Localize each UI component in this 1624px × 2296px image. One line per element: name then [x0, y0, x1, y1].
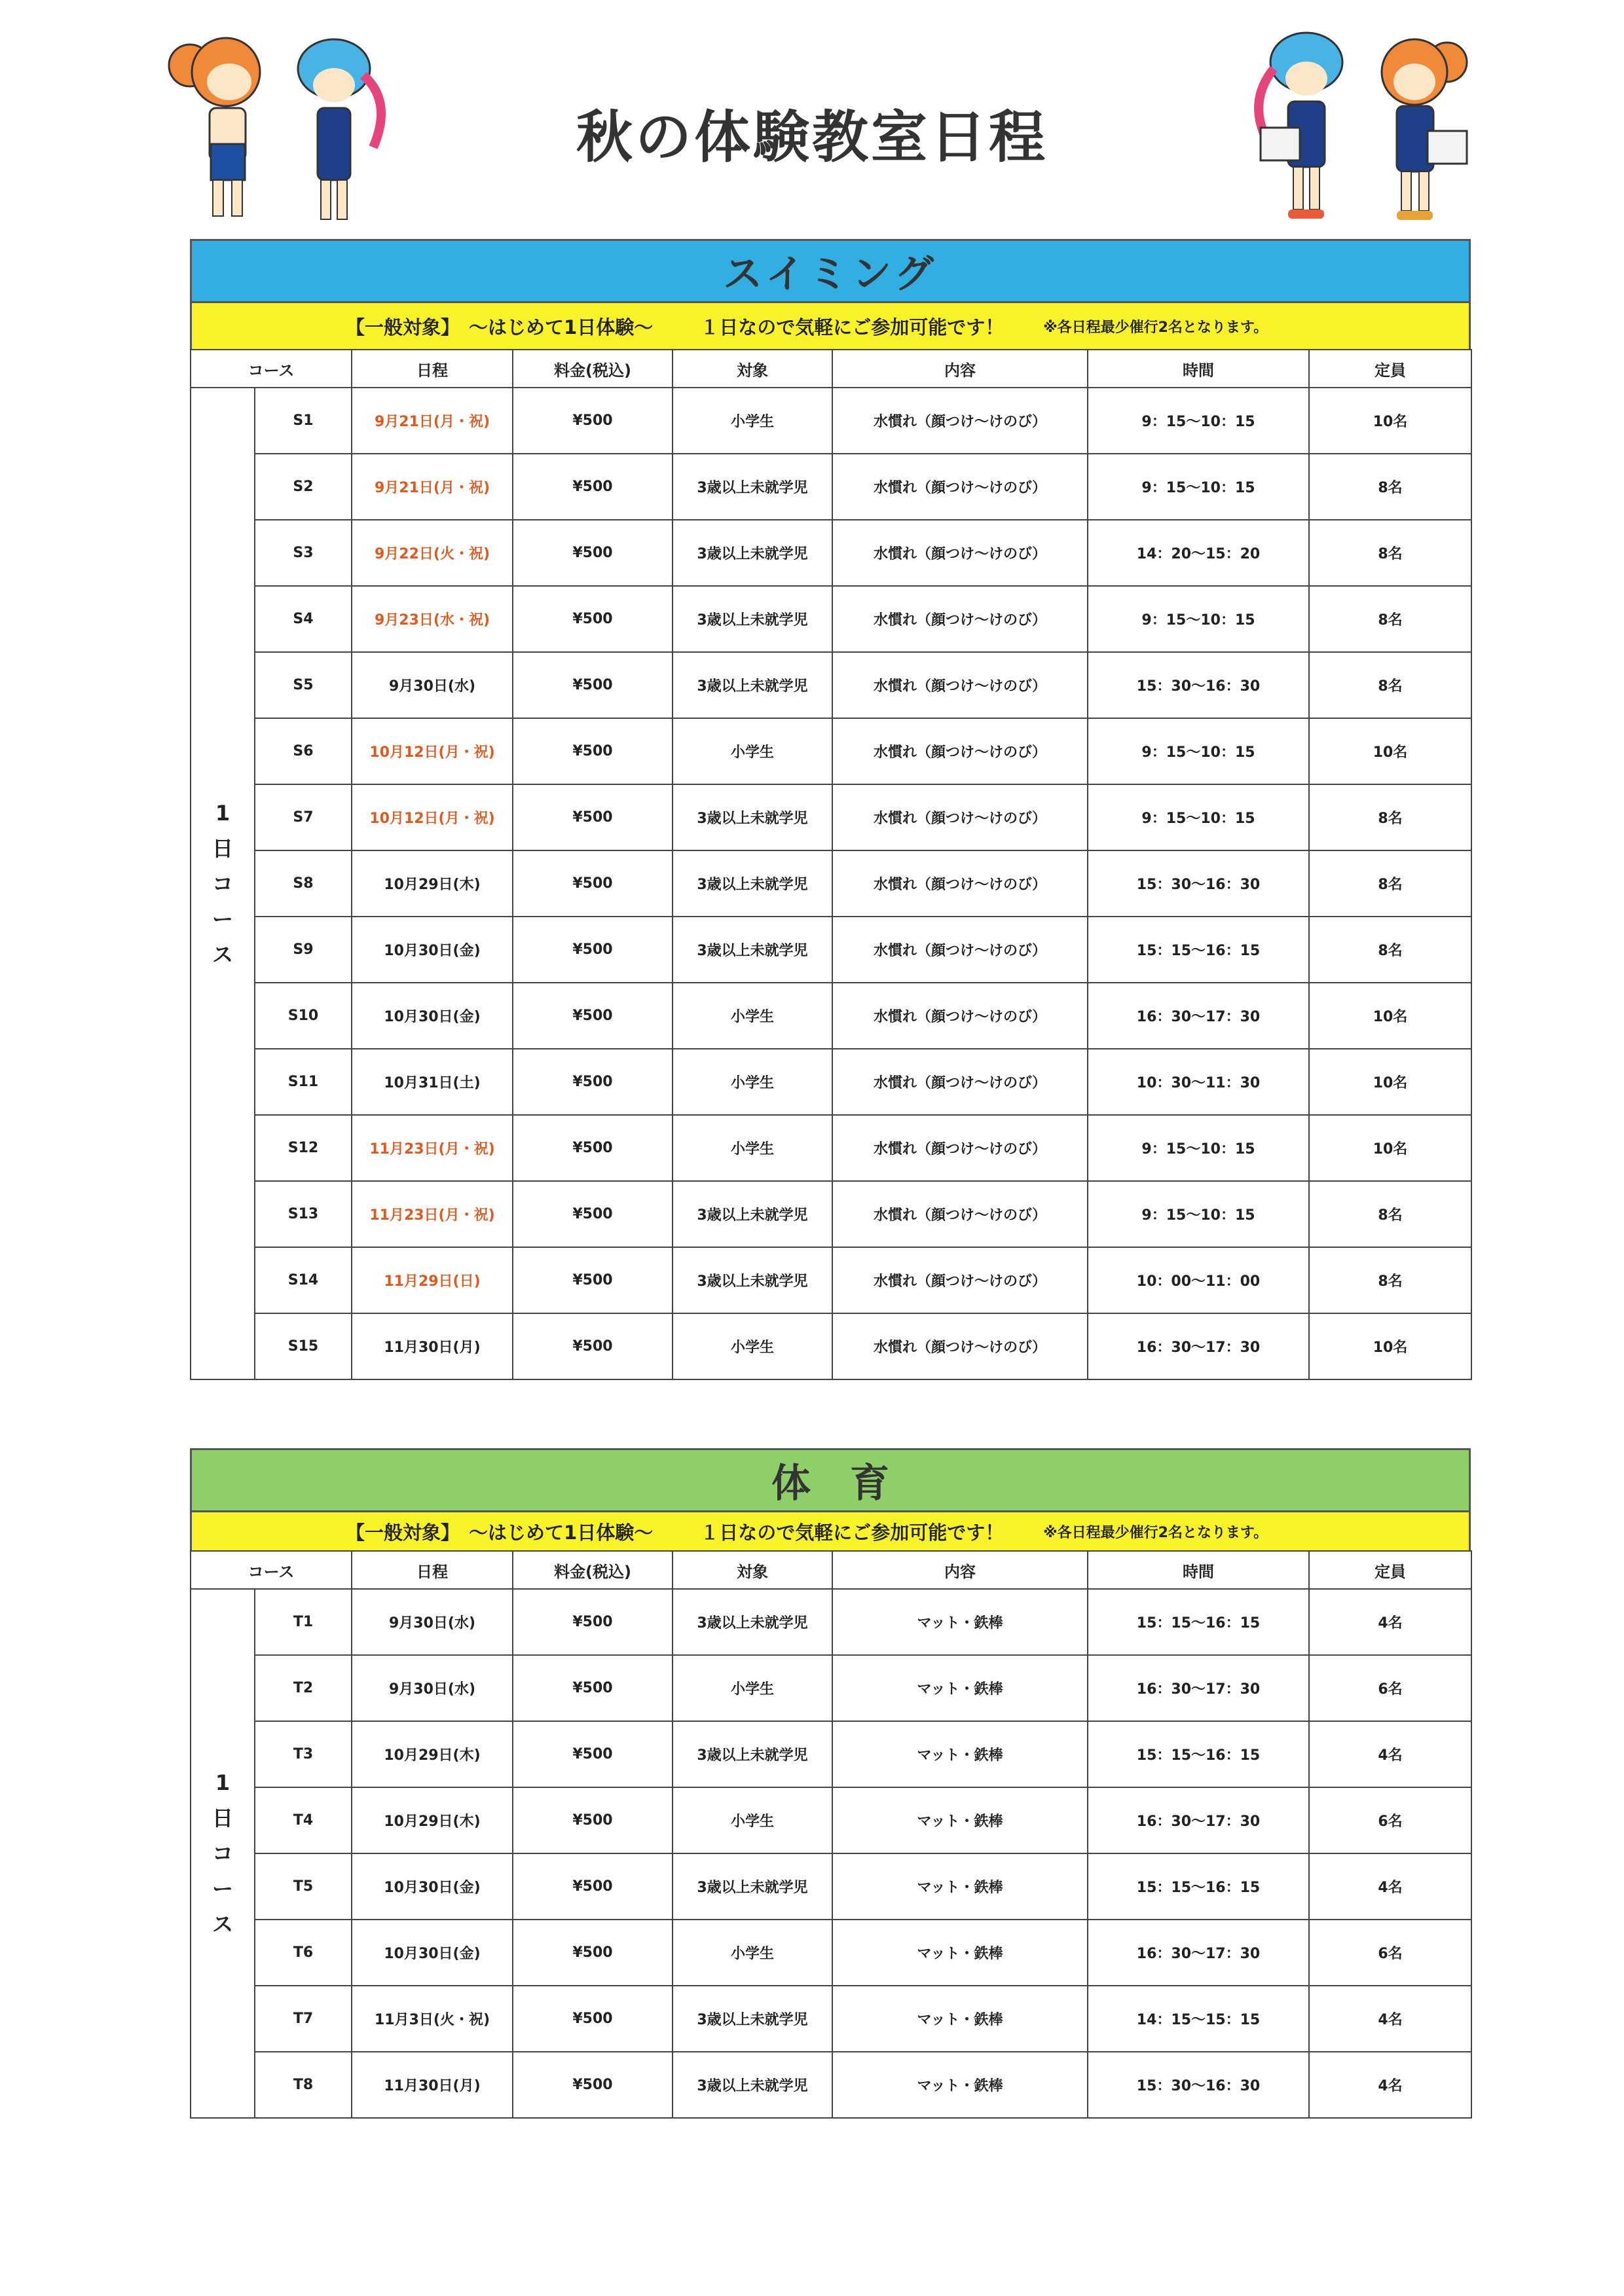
course-target: 小学生 — [673, 388, 832, 454]
notice-easy: １日なので気軽にご参加可能です！ — [700, 1521, 1005, 1544]
course-type-char: 1 — [215, 800, 231, 826]
column-header: 内容 — [832, 350, 1088, 388]
course-fee: ¥500 — [513, 850, 673, 917]
course-time: 15：30～16：30 — [1088, 2052, 1309, 2118]
course-date: 11月3日(火・祝) — [352, 1986, 513, 2052]
swimming-heading: スイミング — [190, 239, 1471, 303]
course-fee: ¥500 — [513, 1115, 673, 1181]
course-content: マット・鉄棒 — [832, 1721, 1088, 1787]
course-capacity: 10名 — [1309, 1313, 1471, 1379]
notice-min: ※各日程最少催行2名となります。 — [1043, 1524, 1268, 1541]
course-code: S15 — [255, 1313, 352, 1379]
course-content: マット・鉄棒 — [832, 2052, 1088, 2118]
column-header: 内容 — [832, 1551, 1088, 1589]
course-type-char: コ — [212, 871, 233, 896]
course-target: 小学生 — [673, 1115, 832, 1181]
notice-min: ※各日程最少催行2名となります。 — [1043, 319, 1268, 336]
course-content: 水慣れ（顔つけ～けのび） — [832, 1313, 1088, 1379]
course-content: 水慣れ（顔つけ～けのび） — [832, 520, 1088, 586]
table-row — [191, 586, 1471, 652]
course-capacity: 4名 — [1309, 2052, 1471, 2118]
course-time: 9：15～10：15 — [1088, 586, 1309, 652]
course-code: S1 — [255, 388, 352, 454]
column-header: コース — [191, 350, 352, 388]
course-time: 16：30～17：30 — [1088, 983, 1309, 1049]
course-capacity: 8名 — [1309, 454, 1471, 520]
column-header: 定員 — [1309, 1551, 1471, 1589]
table-row — [191, 1655, 1471, 1721]
gym-table — [190, 1550, 1472, 2119]
course-target: 3歳以上未就学児 — [673, 1986, 832, 2052]
course-target: 小学生 — [673, 1787, 832, 1853]
course-fee: ¥500 — [513, 784, 673, 850]
course-target: 3歳以上未就学児 — [673, 1247, 832, 1313]
course-code: S10 — [255, 983, 352, 1049]
course-code: S7 — [255, 784, 352, 850]
table-header-row — [191, 1551, 1471, 1589]
gym-section — [190, 1448, 1471, 2119]
course-target: 3歳以上未就学児 — [673, 784, 832, 850]
course-capacity: 10名 — [1309, 388, 1471, 454]
notice-first: ～はじめて1日体験～ — [469, 1521, 654, 1544]
course-date: 10月30日(金) — [352, 1920, 513, 1986]
course-type-char: ー — [212, 1876, 233, 1901]
course-capacity: 6名 — [1309, 1655, 1471, 1721]
course-time: 16：30～17：30 — [1088, 1313, 1309, 1379]
course-target: 小学生 — [673, 718, 832, 784]
course-fee: ¥500 — [513, 1787, 673, 1853]
table-row — [191, 917, 1471, 983]
course-code: T4 — [255, 1787, 352, 1853]
course-date: 11月29日(日) — [352, 1247, 513, 1313]
gym-notice — [190, 1512, 1471, 1550]
course-code: S9 — [255, 917, 352, 983]
course-fee: ¥500 — [513, 1181, 673, 1247]
course-fee: ¥500 — [513, 652, 673, 718]
course-date: 10月30日(金) — [352, 983, 513, 1049]
course-capacity: 8名 — [1309, 784, 1471, 850]
course-fee: ¥500 — [513, 586, 673, 652]
course-fee: ¥500 — [513, 1313, 673, 1379]
course-time: 9：15～10：15 — [1088, 1181, 1309, 1247]
course-content: 水慣れ（顔つけ～けのび） — [832, 1049, 1088, 1115]
course-target: 3歳以上未就学児 — [673, 1853, 832, 1920]
course-time: 9：15～10：15 — [1088, 784, 1309, 850]
course-code: S3 — [255, 520, 352, 586]
course-content: 水慣れ（顔つけ～けのび） — [832, 586, 1088, 652]
course-date: 10月29日(木) — [352, 850, 513, 917]
course-target: 小学生 — [673, 1920, 832, 1986]
table-header-row — [191, 350, 1471, 388]
course-date: 10月29日(木) — [352, 1787, 513, 1853]
course-type-label — [191, 1589, 255, 2118]
course-capacity: 10名 — [1309, 718, 1471, 784]
course-content: 水慣れ（顔つけ～けのび） — [832, 983, 1088, 1049]
table-row — [191, 1589, 1471, 1655]
course-target: 3歳以上未就学児 — [673, 850, 832, 917]
column-header: 料金(税込) — [513, 350, 673, 388]
course-capacity: 10名 — [1309, 1115, 1471, 1181]
gym-table-header — [191, 1551, 1471, 1589]
swimming-table-body — [191, 388, 1471, 1379]
course-code: T3 — [255, 1721, 352, 1787]
course-type-char: 日 — [212, 1806, 233, 1831]
course-code: S11 — [255, 1049, 352, 1115]
course-time: 14：15～15：15 — [1088, 1986, 1309, 2052]
table-row — [191, 1920, 1471, 1986]
course-time: 9：15～10：15 — [1088, 454, 1309, 520]
course-capacity: 4名 — [1309, 1853, 1471, 1920]
course-target: 小学生 — [673, 983, 832, 1049]
table-row — [191, 652, 1471, 718]
column-header: 時間 — [1088, 1551, 1309, 1589]
course-capacity: 8名 — [1309, 850, 1471, 917]
course-capacity: 10名 — [1309, 983, 1471, 1049]
swimming-section — [190, 239, 1471, 1380]
course-code: S12 — [255, 1115, 352, 1181]
course-time: 15：30～16：30 — [1088, 850, 1309, 917]
table-row — [191, 1313, 1471, 1379]
course-type-char: ス — [212, 1912, 233, 1937]
course-code: T8 — [255, 2052, 352, 2118]
course-target: 3歳以上未就学児 — [673, 454, 832, 520]
course-code: S2 — [255, 454, 352, 520]
course-target: 3歳以上未就学児 — [673, 1181, 832, 1247]
course-fee: ¥500 — [513, 983, 673, 1049]
course-code: S14 — [255, 1247, 352, 1313]
table-row — [191, 1787, 1471, 1853]
course-type-char: 日 — [212, 835, 233, 861]
course-code: S8 — [255, 850, 352, 917]
column-header: 時間 — [1088, 350, 1309, 388]
gym-table-body — [191, 1589, 1471, 2118]
course-target: 小学生 — [673, 1655, 832, 1721]
course-date: 9月30日(水) — [352, 1655, 513, 1721]
course-time: 10：30～11：30 — [1088, 1049, 1309, 1115]
course-date: 11月23日(月・祝) — [352, 1115, 513, 1181]
course-fee: ¥500 — [513, 1247, 673, 1313]
course-content: 水慣れ（顔つけ～けのび） — [832, 1181, 1088, 1247]
course-type-char: ス — [212, 941, 233, 967]
table-row — [191, 1721, 1471, 1787]
course-code: T1 — [255, 1589, 352, 1655]
course-capacity: 10名 — [1309, 1049, 1471, 1115]
course-fee: ¥500 — [513, 1589, 673, 1655]
course-date: 10月30日(金) — [352, 917, 513, 983]
course-time: 10：00～11：00 — [1088, 1247, 1309, 1313]
course-date: 11月30日(月) — [352, 2052, 513, 2118]
course-fee: ¥500 — [513, 2052, 673, 2118]
course-capacity: 8名 — [1309, 652, 1471, 718]
course-fee: ¥500 — [513, 1721, 673, 1787]
column-header: 料金(税込) — [513, 1551, 673, 1589]
course-date: 11月30日(月) — [352, 1313, 513, 1379]
course-code: T7 — [255, 1986, 352, 2052]
course-time: 15：15～16：15 — [1088, 1853, 1309, 1920]
course-capacity: 8名 — [1309, 917, 1471, 983]
course-fee: ¥500 — [513, 917, 673, 983]
course-type-char: ー — [212, 906, 233, 932]
course-capacity: 8名 — [1309, 1181, 1471, 1247]
table-row — [191, 520, 1471, 586]
table-row — [191, 850, 1471, 917]
course-time: 16：30～17：30 — [1088, 1787, 1309, 1853]
course-target: 小学生 — [673, 1049, 832, 1115]
course-time: 9：15～10：15 — [1088, 718, 1309, 784]
table-row — [191, 784, 1471, 850]
column-header: 対象 — [673, 1551, 832, 1589]
course-type-char: コ — [212, 1841, 233, 1866]
course-date: 9月21日(月・祝) — [352, 388, 513, 454]
course-time: 9：15～10：15 — [1088, 388, 1309, 454]
course-content: 水慣れ（顔つけ～けのび） — [832, 784, 1088, 850]
page-title: 秋の体験教室日程 — [576, 105, 1048, 170]
course-code: T2 — [255, 1655, 352, 1721]
notice-first: ～はじめて1日体験～ — [469, 316, 654, 338]
course-target: 3歳以上未就学児 — [673, 1589, 832, 1655]
table-row — [191, 1853, 1471, 1920]
column-header: 日程 — [352, 1551, 513, 1589]
course-date: 9月30日(水) — [352, 1589, 513, 1655]
course-target: 3歳以上未就学児 — [673, 2052, 832, 2118]
table-row — [191, 454, 1471, 520]
course-code: S13 — [255, 1181, 352, 1247]
table-row — [191, 1049, 1471, 1115]
course-code: T6 — [255, 1920, 352, 1986]
course-content: 水慣れ（顔つけ～けのび） — [832, 388, 1088, 454]
course-capacity: 8名 — [1309, 1247, 1471, 1313]
course-date: 11月23日(月・祝) — [352, 1181, 513, 1247]
course-date: 10月12日(月・祝) — [352, 784, 513, 850]
table-row — [191, 2052, 1471, 2118]
table-row — [191, 983, 1471, 1049]
course-fee: ¥500 — [513, 1920, 673, 1986]
course-time: 16：30～17：30 — [1088, 1655, 1309, 1721]
gym-heading: 体育 — [190, 1448, 1471, 1512]
table-row — [191, 1986, 1471, 2052]
course-fee: ¥500 — [513, 388, 673, 454]
course-code: S4 — [255, 586, 352, 652]
course-capacity: 8名 — [1309, 586, 1471, 652]
course-target: 3歳以上未就学児 — [673, 917, 832, 983]
course-content: マット・鉄棒 — [832, 1655, 1088, 1721]
course-type-label — [191, 388, 255, 1379]
course-target: 3歳以上未就学児 — [673, 1721, 832, 1787]
swimming-table — [190, 349, 1472, 1380]
notice-target: 【一般対象】 — [346, 1521, 460, 1544]
course-code: T5 — [255, 1853, 352, 1920]
swimming-notice — [190, 303, 1471, 349]
course-date: 9月23日(水・祝) — [352, 586, 513, 652]
course-target: 3歳以上未就学児 — [673, 586, 832, 652]
course-content: マット・鉄棒 — [832, 1853, 1088, 1920]
course-time: 15：15～16：15 — [1088, 1721, 1309, 1787]
course-capacity: 8名 — [1309, 520, 1471, 586]
course-code: S6 — [255, 718, 352, 784]
course-date: 9月21日(月・祝) — [352, 454, 513, 520]
course-time: 15：15～16：15 — [1088, 917, 1309, 983]
column-header: 対象 — [673, 350, 832, 388]
course-capacity: 4名 — [1309, 1721, 1471, 1787]
table-row — [191, 388, 1471, 454]
course-content: マット・鉄棒 — [832, 1589, 1088, 1655]
course-content: 水慣れ（顔つけ～けのび） — [832, 1247, 1088, 1313]
course-fee: ¥500 — [513, 454, 673, 520]
course-capacity: 6名 — [1309, 1920, 1471, 1986]
course-time: 15：15～16：15 — [1088, 1589, 1309, 1655]
course-type-char: 1 — [215, 1770, 231, 1795]
course-capacity: 4名 — [1309, 1589, 1471, 1655]
table-row — [191, 1115, 1471, 1181]
course-target: 小学生 — [673, 1313, 832, 1379]
notice-target: 【一般対象】 — [346, 316, 460, 338]
course-content: マット・鉄棒 — [832, 1986, 1088, 2052]
course-fee: ¥500 — [513, 718, 673, 784]
course-fee: ¥500 — [513, 1986, 673, 2052]
column-header: コース — [191, 1551, 352, 1589]
course-fee: ¥500 — [513, 1049, 673, 1115]
course-target: 3歳以上未就学児 — [673, 520, 832, 586]
course-date: 10月29日(木) — [352, 1721, 513, 1787]
column-header: 定員 — [1309, 350, 1471, 388]
course-content: 水慣れ（顔つけ～けのび） — [832, 917, 1088, 983]
table-row — [191, 1181, 1471, 1247]
course-capacity: 4名 — [1309, 1986, 1471, 2052]
table-row — [191, 1247, 1471, 1313]
course-content: 水慣れ（顔つけ～けのび） — [832, 718, 1088, 784]
table-row — [191, 718, 1471, 784]
course-date: 10月12日(月・祝) — [352, 718, 513, 784]
course-target: 3歳以上未就学児 — [673, 652, 832, 718]
course-date: 10月30日(金) — [352, 1853, 513, 1920]
course-content: マット・鉄棒 — [832, 1920, 1088, 1986]
course-content: マット・鉄棒 — [832, 1787, 1088, 1853]
course-capacity: 6名 — [1309, 1787, 1471, 1853]
course-date: 9月30日(水) — [352, 652, 513, 718]
column-header: 日程 — [352, 350, 513, 388]
swimming-table-header — [191, 350, 1471, 388]
course-time: 16：30～17：30 — [1088, 1920, 1309, 1986]
course-content: 水慣れ（顔つけ～けのび） — [832, 454, 1088, 520]
course-date: 9月22日(火・祝) — [352, 520, 513, 586]
course-content: 水慣れ（顔つけ～けのび） — [832, 850, 1088, 917]
course-fee: ¥500 — [513, 520, 673, 586]
course-code: S5 — [255, 652, 352, 718]
course-time: 9：15～10：15 — [1088, 1115, 1309, 1181]
notice-easy: １日なので気軽にご参加可能です！ — [700, 316, 1005, 338]
course-date: 10月31日(土) — [352, 1049, 513, 1115]
course-fee: ¥500 — [513, 1853, 673, 1920]
course-time: 14：20～15：20 — [1088, 520, 1309, 586]
course-content: 水慣れ（顔つけ～けのび） — [832, 1115, 1088, 1181]
course-time: 15：30～16：30 — [1088, 652, 1309, 718]
course-fee: ¥500 — [513, 1655, 673, 1721]
course-content: 水慣れ（顔つけ～けのび） — [832, 652, 1088, 718]
